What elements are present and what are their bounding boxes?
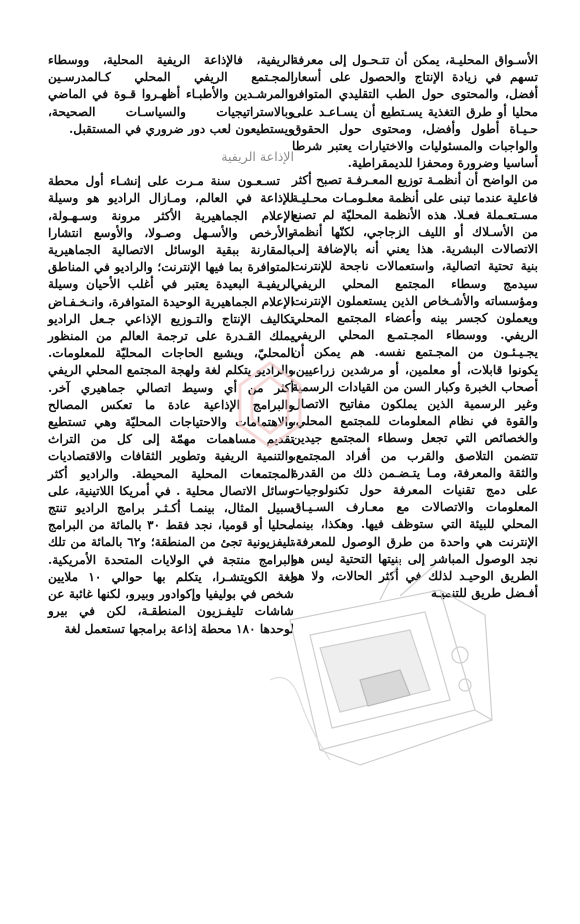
left-paragraph-2: تسـعـون سنة مـرت على إنشـاء أول محطة للإذاعة في العالم، ومـازال الراديو هو وسيلة الإعلام الجماهيرية الأكثر مرونة وسـهـولة، والأرخص والأسـهل وصـولا، والأوسع انتشارا بالمقارنة ببقية الوسائل الاتصالية الجماهيرية المتوافرة بما فيها الإنترنت؛ والراديو في المناطق الريفيـة البعيدة يعتبر في أغلب الأحيان وسيلة الإعلام الجماهيرية الوحيدة المتوافرة، وانـخـفـاض تكاليف الإنتاج والتـوزيع الإذاعي جـعل الراديو يملك القـدرة على ترجمة العالم من المنظور المحليّ، ويشبع الحاجات المحليّة للمعلومات. والراديو يتكلم لغة ولهجة المجتمع المحلي الريفي أكثر من أي وسيط اتصالي جماهيري آخر. والبرامج الإذاعية عادة ما تعكس المصالح والاهتمامات والاحتياجات المحليّة وهي تستطيع تقديم مساهمات مهمّة إلى كل من التراث والتنمية الريفية وتطوير الثقافات والاقتصاديات المجتمعات المحلية المحيطة. والراديو أكثر وسائل الاتصال محلية . في أمريكا اللاتينية، على سبيل المثال، بينمـا أكـثـر برامج الراديو تنتج محليا أو قوميا، نجد فقط ٣٠ بالمائة من البرامج تليفزيونية تجئ من المنطقة؛ و٦٢ بالمائة من تلك البرامج منتجة في الولايات المتحدة الأمريكية. لغة الكويتشـرا، يتكلم بها حوالي ١٠ ملايين شخص في بوليفيا وإكوادور وبيرو، لكنها غائبة عن شاشات تليفـزيون المنطقـة، لكن في بيرو لوحدها ١٨٠ محطة إذاعة برامجها تستعمل لغة bbox=[48, 174, 295, 636]
right-paragraph-1: الأسـواق المحليـة، يمكن أن تتـحـول إلى معرفة تسهم في زيادة الإنتاج والحصول على أسعار أفضل، والمحتوى حول الطب التقليدي المتوافر محليا أو طرق التغذية يسـتطيع أن يسـاعـد على حـيـاة أطول وأفضل، ومحتوى حول الحقوق والواجبات والمسئوليات والاختيارات يعتبر شرطا أساسيا وضرورة ومحفزا للديمقراطية. bbox=[292, 53, 538, 171]
section-heading: الإذاعة الريفية bbox=[221, 149, 294, 165]
right-column bbox=[292, 52, 538, 603]
watermark-emblem bbox=[230, 355, 310, 455]
right-paragraph-2: من الواضح أن أنظمـة توزيع المعـرفـة تصبح أكثر فاعلية عندما تبنى على أنظمة معلـومـات محـليـة مسـتعـملة فعـلا. هذه الأنظمة المحليّة لم تصنع من الأسـلاك أو الليف الزجاجي، لكنّها أنظمة الاتصالات البشرية. هذا يعني أنه بالإضافة إلى بنية تحتية اتصالية، واستعمالات ناجحة للإنترنت سيدمج وسطاء المجتمع المحلي الريفي ومؤسساته والأشـخاص الذين يستعملون الإنترنت ويعملون كجسر بينه وأعضاء المجتمع المحلي الريفي. ووسطاء المجـتمـع المحلي الريفي يجـيـئـون من المجـتمع نفسه. هم يمكن أن يكونوا قابلات، أو معلمين، أو مرشدين زراعيين، أصحاب الخبرة وكبار السن من القيادات الرسمية وغير الرسمية الذين يملكون مفاتيح الاتصال والقوة في نظام المعلومات للمجتمع المحلي، والخصائص التي تجعل وسطاء المجتمع جيدين تتضمن التلاصق والقرب من أفراد المجتمع، والثقة والمعرفة، ومـا يتـضـمن ذلك من القدرة على دمج تقنيات المعرفة حول تكنولوجيات المعلومات والاتصالات مع معـارف السـيـاق المحلي للبيئة التي ستوظف فيها. وهكذا، بينما الإنترنت هي واحدة من طرق الوصول للمعرفة، نجد الوصول المباشر إلى بنيتها التحتية ليس هو الطريق الوحيـد لذلك في أكثر الحالات، ولا هو أفـضل طريق للتنميـة bbox=[292, 173, 538, 601]
left-column bbox=[48, 52, 294, 638]
left-paragraph-1: الريفية، فالإذاعة الريفية المحلية، ووسطاء المجـتمع الريفي المحلي كـالمدرسـين والمرشـدين والأطبـاء أظهـروا قـوة في الماضي وبالاستراتيجيات والسياسـات الصحيحة، ويستطيعون لعب دور ضروري في المستقبل. bbox=[48, 53, 294, 136]
tv-sketch-illustration bbox=[260, 560, 500, 770]
